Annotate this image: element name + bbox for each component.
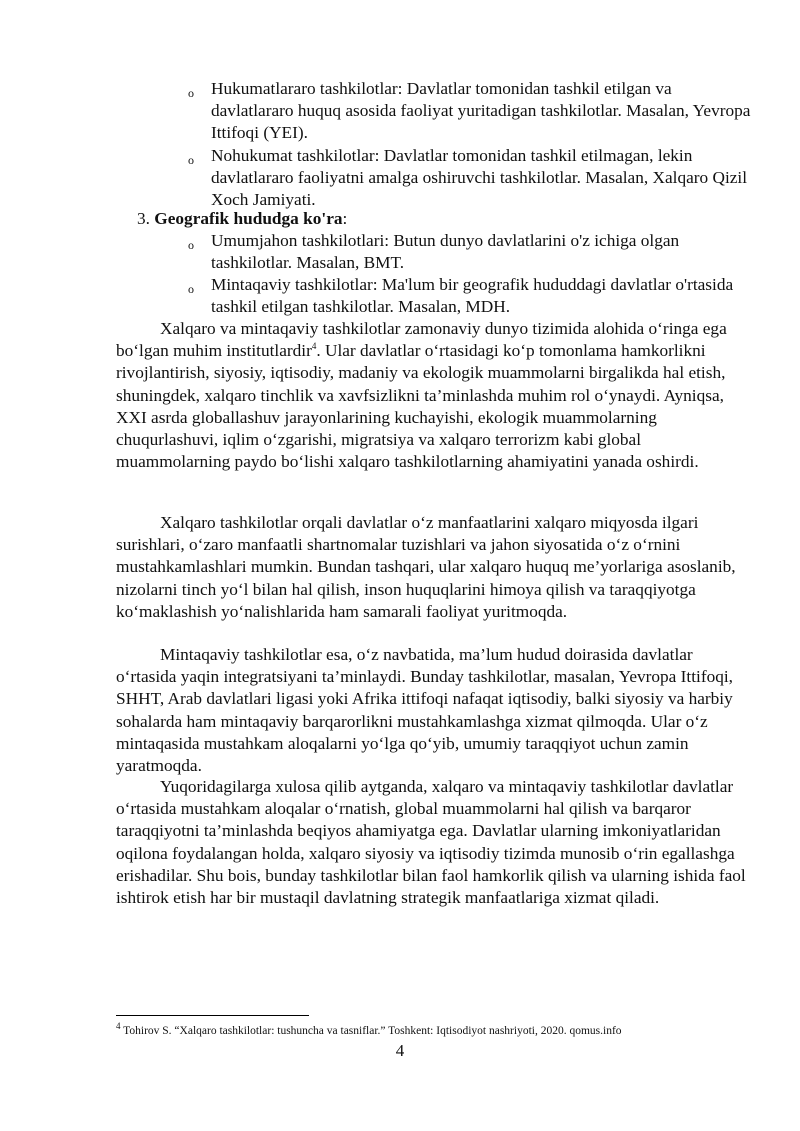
bullet-marker: o	[188, 238, 194, 252]
footnote-text: Tohirov S. “Xalqaro tashkilotlar: tushuncha va tasniflar.” Toshkent: Iqtisodiyot nashriyoti, 2020. qomus.info	[120, 1025, 622, 1037]
list-item: Hukumatlararo tashkilotlar: Davlatlar tomonidan tashkil etilgan va davlatlararo huquq asosida faoliyat yuritadigan tashkilotlar. Masalan, Yevropa Ittifoqi (YEI).	[211, 79, 751, 143]
bullet-marker: o	[188, 86, 194, 100]
paragraph	[116, 512, 748, 623]
footnote	[116, 1021, 756, 1038]
list-heading: Geografik hududga ko'ra	[154, 209, 343, 228]
footnote-ref: 4	[311, 341, 317, 352]
bullet-marker: o	[188, 153, 194, 167]
list-heading-suffix: :	[342, 209, 348, 228]
paragraph-text: Xalqaro tashkilotlar orqali davlatlar o‘z manfaatlarini xalqaro miqyosda ilgari surishlari, o‘zaro manfaatli shartnomalar tuzishlari va jahon siyosatida o‘z o‘rnini mustahkamlashlari mumkin. Bundan tashqari, ular xalqaro huquq me’yorlariga asoslanib, nizolarni tinch yo‘l bilan hal qilish, inson huquqlarini himoya qilish va taraqqiyotga ko‘maklashish yo‘nalishlarida ham samarali faoliyat yuritmoqda.	[116, 513, 736, 621]
paragraph-text: Yuqoridagilarga xulosa qilib aytganda, xalqaro va mintaqaviy tashkilotlar davlatlar o‘rtasida mustahkam aloqalar o‘rnatish, global muammolarni hal qilish va barqaror taraqqiyotni ta’minlashda beqiyos ahamiyatga ega. Davlatlar ularning imkoniyatlaridan oqilona foydalangan holda, xalqaro siyosiy va iqtisodiy tizimda munosib o‘rin egallashga erishadilar. Shu bois, bunday tashkilotlar bilan faol hamkorlik qilish va ularning ishida faol ishtirok etish har bir mustaqil davlatning strategik manfaatlariga xizmat qiladi.	[116, 777, 746, 908]
list-item: Mintaqaviy tashkilotlar: Ma'lum bir geografik hududdagi davlatlar o'rtasida tashkil etilgan tashkilotlar. Masalan, MDH.	[211, 275, 734, 317]
paragraph	[116, 776, 748, 909]
paragraph-text: Xalqaro va mintaqaviy tashkilotlar zamonaviy dunyo tizimida alohida o‘ringa ega bo‘lgan muhim institutlardir	[116, 319, 727, 361]
paragraph-text: Mintaqaviy tashkilotlar esa, o‘z navbatida, ma’lum hudud doirasida davlatlar o‘rtasida yaqin integratsiyani ta’minlaydi. Bunday tashkilotlar, masalan, Yevropa Ittifoqi, SHHT, Arab davlatlari ligasi yoki Afrika ittifoqi nafaqat iqtisodiy, balki siyosiy va harbiy sohalarda ham mintaqaviy barqarorlikni mustahkamlashga xizmat qilmoqda. Ular o‘z mintaqasida mustahkam aloqalarni yo‘lga qo‘yib, umumiy taraqqiyot uchun zamin yaratmoqda.	[116, 645, 733, 776]
bullet-marker: o	[188, 282, 194, 296]
list-number: 3.	[137, 209, 150, 228]
list-item: Umumjahon tashkilotlari: Butun dunyo davlatlarini o'z ichiga olgan tashkilotlar. Masalan, BMT.	[211, 231, 680, 273]
paragraph	[116, 644, 748, 777]
paragraph-text: . Ular davlatlar o‘rtasidagi ko‘p tomonlama hamkorlikni rivojlantirish, siyosiy, iqtisodiy, madaniy va ekologik muammolarni birgalikda hal etish, shuningdek, xalqaro tinchlik va xavfsizlikni ta’minlashda muhim rol o‘ynaydi. Ayniqsa, XXI asrda globallashuv jarayonlarining kuchayishi, ekologik muammolarning chuqurlashuvi, iqlim o‘zgarishi, migratsiya va xalqaro terrorizm kabi global muammolarning paydo bo‘lishi xalqaro tashkilotlarning ahamiyatini yanada oshirdi.	[116, 341, 726, 472]
footnote-mark: 4	[116, 1021, 121, 1032]
paragraph	[116, 318, 748, 473]
list-item: Nohukumat tashkilotlar: Davlatlar tomonidan tashkil etilmagan, lekin davlatlararo faoliyatni amalga oshiruvchi tashkilotlar. Masalan, Xalqaro Qizil Xoch Jamiyati.	[211, 146, 748, 210]
numbered-list-item	[137, 208, 737, 230]
page-number: 4	[395, 1041, 405, 1060]
footnote-separator	[116, 1015, 309, 1016]
